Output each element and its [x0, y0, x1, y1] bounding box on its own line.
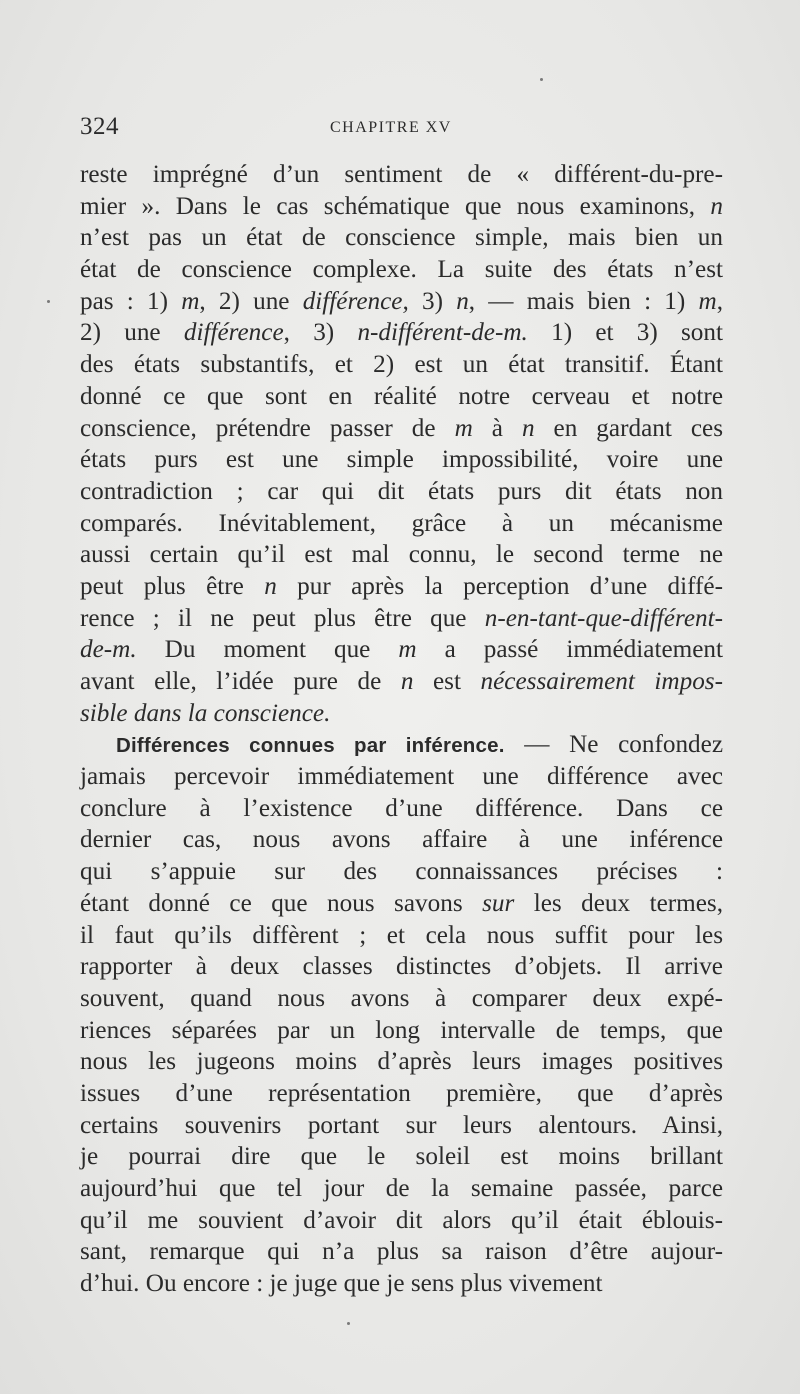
text-run: dernier cas, nous avons affaire à une inférence — [80, 826, 723, 854]
text-run: conscience, prétendre passer de — [80, 414, 455, 442]
text-line — [80, 1141, 723, 1173]
text-line — [80, 254, 723, 286]
text-line — [80, 286, 723, 318]
text-run: les deux termes, — [514, 889, 723, 917]
text-line — [80, 1236, 723, 1268]
text-run: aujourd’hui que tel jour de la semaine passée, parce — [80, 1175, 723, 1202]
text-run: — Ne confondez — [504, 731, 723, 759]
text-run: état de conscience complexe. La suite des états n’est — [80, 256, 723, 284]
text-run: conclure à l’existence d’une différence. Dans ce — [80, 794, 723, 822]
italic-run: m — [454, 414, 473, 442]
text-run: comparés. Inévitablement, grâce à un mécanisme — [80, 509, 723, 537]
text-line — [80, 1268, 723, 1300]
text-line — [80, 1110, 723, 1142]
text-line — [80, 1046, 723, 1078]
text-line — [80, 666, 723, 698]
text-line — [80, 571, 723, 603]
text-line — [80, 349, 723, 381]
italic-run: n — [521, 414, 535, 442]
text-line — [80, 856, 723, 888]
italic-run: sible dans la conscience. — [80, 699, 331, 727]
text-run: 3) — [408, 287, 457, 315]
text-run: est — [413, 668, 481, 695]
text-line — [80, 159, 723, 191]
text-run: reste imprégné d’un sentiment de « différent-du-pre- — [80, 161, 723, 188]
text-line — [80, 317, 723, 349]
text-run: avant elle, l’idée pure de — [80, 668, 401, 695]
text-run: souvent, quand nous avons à comparer deux expé- — [80, 984, 723, 1012]
text-run: sant, remarque qui n’a plus sa raison d’être aujour- — [80, 1238, 723, 1266]
body-text — [80, 159, 723, 1300]
italic-run: n-différent-de-m. — [357, 319, 528, 347]
text-run: jamais percevoir immédiatement une différence avec — [80, 763, 723, 791]
text-line — [80, 634, 723, 666]
text-line — [80, 951, 723, 983]
text-run: en gardant ces — [534, 414, 723, 442]
text-run: d’hui. Ou encore : je juge que je sens plus vivement — [80, 1270, 603, 1298]
text-run: 2) une — [80, 319, 184, 347]
text-run: mier ». Dans le cas schématique que nous examinons, — [80, 192, 711, 220]
text-line — [80, 444, 723, 476]
text-run: , 2) une — [199, 287, 303, 315]
section-heading: Différences connues par inférence. — [116, 734, 505, 758]
italic-run: différence — [183, 319, 284, 347]
running-head: CHAPITRE XV — [330, 119, 452, 136]
italic-run: n — [710, 192, 723, 220]
text-line — [80, 191, 723, 223]
text-run: nous les jugeons moins d’après leurs images positives — [80, 1048, 723, 1076]
text-line — [80, 381, 723, 413]
text-line — [80, 920, 723, 952]
text-run: certains souvenirs portant sur leurs alentours. Ainsi, — [80, 1111, 723, 1139]
text-line — [80, 824, 723, 856]
italic-run: nécessairement impos- — [480, 668, 723, 695]
text-run: riences séparées par un long intervalle de temps, que — [80, 1016, 723, 1044]
italic-run: différence, — [302, 287, 409, 315]
text-run: Du moment que — [136, 636, 399, 664]
text-line — [80, 761, 723, 793]
text-run: donné ce que sont en réalité notre cerveau et notre — [80, 382, 723, 410]
text-run: aussi certain qu’il est mal connu, le second terme ne — [80, 541, 723, 569]
page-header — [80, 113, 723, 143]
text-run: 1) et 3) sont — [527, 319, 723, 347]
text-run: états purs est une simple impossibilité, voire une — [80, 446, 723, 474]
text-line — [80, 698, 723, 730]
text-line — [80, 888, 723, 920]
text-line — [80, 1078, 723, 1110]
italic-run: n-en-tant-que-différent- — [484, 604, 723, 632]
text-line — [80, 1173, 723, 1205]
text-run: peut plus être — [80, 572, 265, 600]
text-line — [80, 1205, 723, 1237]
text-run: rapporter à deux classes distinctes d’objets. Il arrive — [80, 953, 723, 981]
text-line — [80, 539, 723, 571]
text-line — [80, 603, 723, 635]
text-run: à — [472, 414, 522, 442]
text-run: a passé immédiatement — [416, 636, 723, 664]
text-run: je pourrai dire que le soleil est moins brillant — [80, 1143, 723, 1171]
text-run: , — [716, 287, 723, 315]
text-run: qu’il me souvient d’avoir dit alors qu’il était éblouis- — [80, 1206, 723, 1234]
italic-run: m — [181, 287, 200, 315]
text-line — [80, 413, 723, 445]
text-run: issues d’une représentation première, que d’après — [80, 1079, 723, 1107]
text-run: contradiction ; car qui dit états purs dit états non — [80, 477, 723, 505]
text-run: , — mais bien : 1) — [468, 287, 699, 315]
italic-run: n — [264, 572, 277, 600]
italic-run: m — [398, 636, 417, 664]
text-line — [80, 476, 723, 508]
text-run: il faut qu’ils diffèrent ; et cela nous suffit pour les — [80, 921, 723, 949]
italic-run: m — [698, 287, 717, 315]
text-run: qui s’appuie sur des connaissances précises : — [80, 858, 723, 886]
text-run: pas : 1) — [80, 287, 182, 315]
italic-run: n — [400, 668, 414, 695]
text-line — [80, 793, 723, 825]
text-line — [80, 983, 723, 1015]
text-run: pur après la perception d’une diffé- — [276, 572, 723, 600]
text-line — [80, 729, 723, 761]
text-run: des états substantifs, et 2) est un état transitif. Étant — [80, 351, 723, 379]
italic-run: sur — [482, 889, 515, 917]
italic-run: n — [456, 287, 469, 315]
text-run: rence ; il ne peut plus être que — [80, 604, 485, 632]
text-run: n’est pas un état de conscience simple, mais bien un — [80, 224, 723, 252]
text-line — [80, 508, 723, 540]
italic-run: de-m. — [80, 636, 137, 664]
text-run: étant donné ce que nous savons — [80, 889, 483, 917]
text-line — [80, 1015, 723, 1047]
text-line — [80, 222, 723, 254]
page-number: 324 — [80, 113, 119, 140]
text-run: , 3) — [283, 319, 358, 347]
